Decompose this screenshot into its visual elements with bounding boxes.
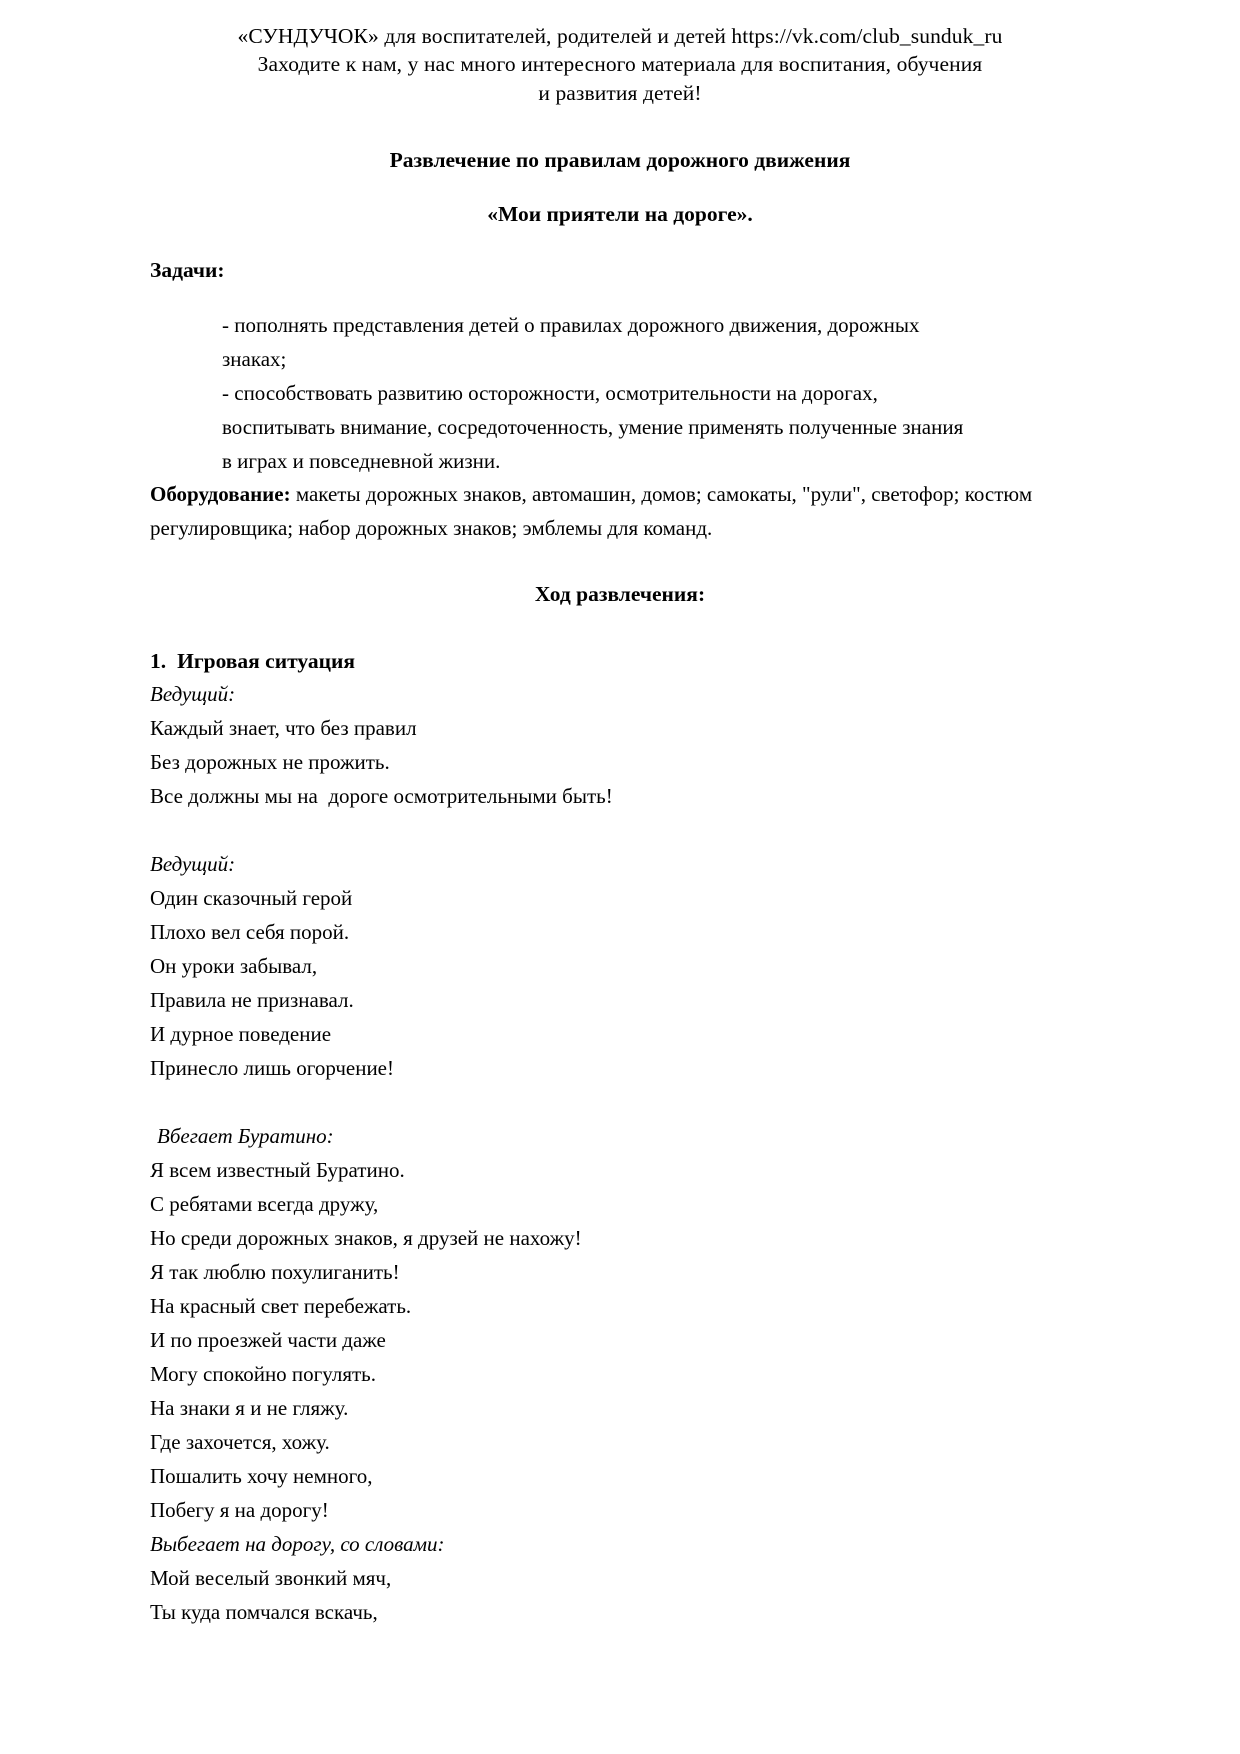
verse-line: И дурное поведение xyxy=(150,1022,332,1046)
page-header xyxy=(150,22,1090,107)
verse-line: Без дорожных не прожить. xyxy=(150,749,390,774)
verse-block-2 xyxy=(150,881,1090,1085)
tasks-heading: Задачи: xyxy=(150,258,225,282)
verse-line: Могу спокойно погулять. xyxy=(150,1362,377,1387)
equipment-text: макеты дорожных знаков, автомашин, домов; самокаты, "рули", светофор; костюм регулировщика; набор дорожных знаков; эмблемы для команд. xyxy=(150,482,1033,540)
task-line: в играх и повседневной жизни. xyxy=(222,449,501,474)
verse-line: На знаки я и не гляжу. xyxy=(150,1396,349,1421)
header-line-1: «СУНДУЧОК» для воспитателей, родителей и детей https://vk.com/club_sunduk_ru xyxy=(237,24,1003,48)
task-line: знаках; xyxy=(222,347,287,372)
item-1-title: Игровая ситуация xyxy=(177,648,355,673)
task-line: - способствовать развитию осторожности, осмотрительности на дорогах, xyxy=(222,381,878,406)
verse-line: На красный свет перебежать. xyxy=(150,1294,412,1319)
equipment-label: Оборудование: xyxy=(150,482,291,507)
task-line: - пополнять представления детей о правилах дорожного движения, дорожных xyxy=(222,313,920,338)
verse-line: Плохо вел себя порой. xyxy=(150,919,350,944)
speaker-label-4: Выбегает на дорогу, со словами: xyxy=(150,1532,445,1557)
verse-line: Принесло лишь огорчение! xyxy=(150,1056,394,1081)
spacer xyxy=(150,611,1090,645)
spacer xyxy=(150,175,1090,201)
header-line-2: Заходите к нам, у нас много интересного материала для воспитания, обучения xyxy=(257,52,983,77)
document-title-line-2: «Мои приятели на дороге». xyxy=(487,202,753,227)
header-line-3: и развития детей! xyxy=(538,80,702,105)
document-title-line-1: Развлечение по правилам дорожного движения xyxy=(389,148,851,173)
progress-heading: Ход развлечения: xyxy=(534,582,706,607)
item-1-heading xyxy=(150,645,1090,677)
verse-line: Каждый знает, что без правил xyxy=(150,715,417,740)
speaker-label-3: Вбегает Буратино: xyxy=(157,1124,334,1149)
verse-line: Где захочется, хожу. xyxy=(150,1430,330,1455)
verse-line: Он уроки забывал, xyxy=(150,953,318,978)
verse-block-1 xyxy=(150,711,1090,813)
verse-block-3 xyxy=(150,1153,1090,1527)
verse-line: С ребятами всегда дружу, xyxy=(150,1192,379,1217)
spacer xyxy=(150,545,1090,579)
spacer xyxy=(150,286,1090,308)
verse-line: И по проезжей части даже xyxy=(150,1328,386,1353)
spacer xyxy=(150,107,1090,147)
task-line: воспитывать внимание, сосредоточенность, умение применять полученные знания xyxy=(222,415,964,440)
verse-line: Один сказочный герой xyxy=(150,885,353,910)
verse-line: Но среди дорожных знаков, я друзей не нахожу! xyxy=(150,1226,582,1251)
verse-line: Побегу я на дорогу! xyxy=(150,1498,329,1523)
spacer xyxy=(150,1085,1090,1119)
tasks-list xyxy=(222,308,1090,478)
speaker-label-1: Ведущий: xyxy=(150,681,236,706)
verse-line: Я всем известный Буратино. xyxy=(150,1158,405,1183)
item-1-number: 1. xyxy=(150,648,167,673)
verse-line: Пошалить хочу немного, xyxy=(150,1464,373,1489)
verse-line: Правила не признавал. xyxy=(150,987,354,1012)
spacer xyxy=(150,229,1090,255)
verse-block-4 xyxy=(150,1561,1090,1629)
verse-line: Я так люблю похулиганить! xyxy=(150,1260,400,1285)
verse-line: Все должны мы на дороге осмотрительными быть! xyxy=(150,783,613,808)
verse-line: Мой веселый звонкий мяч, xyxy=(150,1566,392,1591)
equipment-paragraph xyxy=(150,478,1090,545)
speaker-label-2: Ведущий: xyxy=(150,851,236,876)
spacer xyxy=(150,813,1090,847)
verse-line: Ты куда помчался вскачь, xyxy=(150,1600,378,1625)
